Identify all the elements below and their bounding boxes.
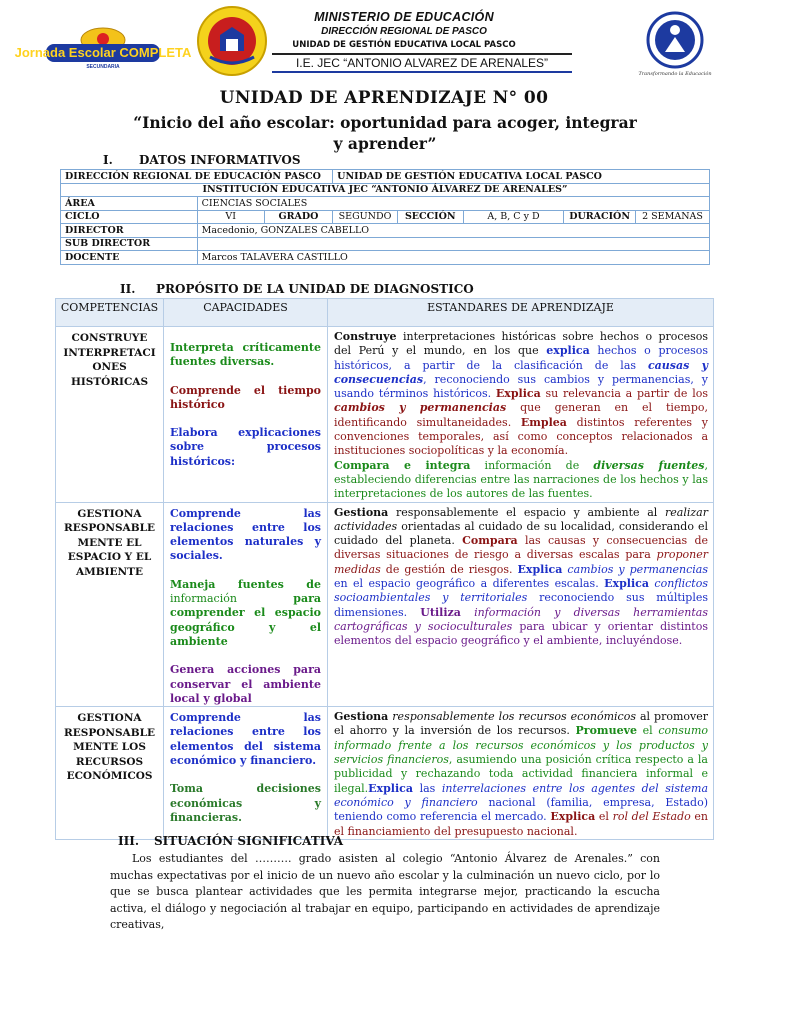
- table-row: [56, 502, 714, 707]
- table-row: [56, 707, 714, 840]
- estandar-text: , estableciendo diferencias entre las narraciones de los hechos y las interpretaciones de los autores de las fuentes.: [334, 458, 708, 501]
- capacidades-cell: [164, 502, 328, 707]
- grado-value: SEGUNDO: [333, 210, 398, 224]
- table-row: [61, 224, 710, 238]
- estandar-verb: explica: [546, 344, 590, 358]
- seccion-value: A, B, C y D: [463, 210, 564, 224]
- estandar-text: las: [413, 781, 442, 795]
- estandar-verb: Construye: [334, 330, 397, 343]
- competencia-cell: GESTIONA RESPONSABLE MENTE LOS RECURSOS ECONÓMICOS: [56, 707, 164, 840]
- estandar-text: distintos referentes y convenciones temporales, así como conceptos relacionados a instituciones sociopolíticas y la economía.: [334, 415, 708, 458]
- estandar-emphasis: responsablemente los recursos económicos: [392, 710, 636, 724]
- section-proposito: [120, 282, 474, 296]
- seccion-label: SECCIÓN: [397, 210, 463, 224]
- header-estandares: ESTANDARES DE APRENDIZAJE: [328, 299, 714, 327]
- table-row: [61, 170, 710, 184]
- estandar-verb: Explica: [517, 562, 563, 576]
- ciclo-value: VI: [197, 210, 264, 224]
- estandar-text: interpretaciones históricas sobre hechos o procesos del Perú y el mundo, en los que: [334, 330, 708, 358]
- estandar-verb: Utiliza: [420, 605, 461, 619]
- section-title: PROPÓSITO DE LA UNIDAD DE DIAGNOSTICO: [156, 282, 474, 296]
- estandar-text: hechos o procesos históricos, a partir de la clasificación de las: [334, 344, 708, 372]
- estandar-emphasis: cambios y permanencias: [334, 401, 507, 415]
- capacidad-item: Comprende las relaciones entre los elementos naturales y sociales.: [170, 506, 321, 563]
- table-row: [56, 327, 714, 503]
- docente-label: DOCENTE: [61, 251, 198, 265]
- estandar-text: para ubicar y orientar distintos elementos del espacio geográfico y el ambiente, incluyéndose.: [334, 619, 708, 648]
- institucion-cell: INSTITUCIÓN EDUCATIVA JEC “ANTONIO ÁLVAREZ DE ARENALES”: [61, 183, 710, 197]
- capacidad-text: Maneja fuentes de: [170, 577, 321, 591]
- subdirector-label: SUB DIRECTOR: [61, 237, 198, 251]
- estandar-verb: Emplea: [520, 415, 567, 429]
- docente-value: Marcos TALAVERA CASTILLO: [197, 251, 709, 265]
- estandar-text: en el financiamiento del presupuesto nacional.: [334, 810, 709, 838]
- estandar-verb: Compara: [462, 534, 518, 548]
- capacidad-text: para comprender el espacio geográfico y el ambiente: [170, 592, 321, 648]
- logo-right-text: Transformando la Educación: [638, 71, 712, 77]
- ugel-cell: UNIDAD DE GESTIÓN EDUCATIVA LOCAL PASCO: [333, 170, 710, 184]
- capacidad-item: [170, 578, 321, 649]
- area-value: CIENCIAS SOCIALES: [197, 197, 709, 211]
- estandar-cell: [328, 502, 714, 707]
- header-competencias: COMPETENCIAS: [56, 299, 164, 327]
- section-title: SITUACIÓN SIGNIFICATIVA: [154, 834, 344, 848]
- director-value: Macedonio, GONZALES CABELLO: [197, 224, 709, 238]
- estandar-emphasis: diversas fuentes: [593, 458, 705, 472]
- estandar-text: de gestión de riesgos.: [380, 562, 518, 576]
- estandar-text: responsablemente el espacio y ambiente al: [388, 505, 666, 519]
- estandar-emphasis: interrelaciones entre los agentes del sistema económico y financiero: [334, 781, 708, 809]
- estandar-text: información de: [470, 458, 594, 472]
- dre-cell: DIRECCIÓN REGIONAL DE EDUCACIÓN PASCO: [61, 170, 333, 184]
- grado-label: GRADO: [264, 210, 332, 224]
- section-title: DATOS INFORMATIVOS: [139, 153, 301, 167]
- ministerio-heading: MINISTERIO DE EDUCACIÓN: [314, 10, 494, 24]
- estandar-text: , asumiendo una posición crítica respecto a la publicidad y rechazando toda actividad financiera informal e ilegal.: [334, 753, 708, 795]
- section-situacion-significativa: [118, 834, 343, 848]
- estandar-text: el: [595, 810, 613, 824]
- datos-informativos-table: [60, 169, 710, 265]
- area-label: ÁREA: [61, 197, 198, 211]
- estandar-verb: Promueve: [575, 724, 637, 738]
- estandar-text: su relevancia a partir de los: [540, 387, 708, 401]
- estandar-emphasis: cambios y permanencias: [567, 562, 708, 576]
- capacidad-item: Comprende el tiempo histórico: [170, 383, 321, 411]
- ugel-heading: UNIDAD DE GESTIÓN EDUCATIVA LOCAL PASCO: [292, 40, 516, 50]
- situacion-paragraph: [110, 851, 660, 934]
- table-row: [61, 183, 710, 197]
- table-header-row: [56, 299, 714, 327]
- direccion-regional-heading: DIRECCIÓN REGIONAL DE PASCO: [321, 26, 487, 37]
- section-datos-informativos: [103, 153, 301, 167]
- estandar-verb: Gestiona: [334, 505, 389, 519]
- capacidad-item: Toma decisiones económicas y financieras.: [170, 782, 321, 824]
- header-capacidades: CAPACIDADES: [164, 299, 328, 327]
- estandar-emphasis: realizar actividades: [334, 505, 708, 533]
- estandar-emphasis: consumo informado frente a los recursos económicos y los productos y servicios financieros: [334, 724, 708, 767]
- estandar-verb: Gestiona: [334, 710, 389, 724]
- director-label: DIRECTOR: [61, 224, 198, 238]
- competencias-table: [55, 298, 714, 840]
- estandar-verb: Explica: [604, 577, 649, 591]
- duracion-value: 2 SEMANAS: [635, 210, 709, 224]
- estandar-verb: Compara e integra: [334, 458, 471, 472]
- estandar-text: que generan en el tiempo, identificando simultaneidades.: [334, 401, 709, 429]
- estandar-text: [461, 606, 474, 619]
- estandar-text: al promover el ahorro y la inversión de los recursos.: [334, 710, 708, 738]
- estandar-cell: [328, 327, 714, 503]
- capacidad-item: [170, 711, 321, 768]
- page-subtitle: “Inicio del año escolar: oportunidad para acoger, integrar y aprender”: [133, 113, 637, 153]
- ie-name-banner: I.E. JEC “ANTONIO ALVAREZ DE ARENALES”: [272, 53, 572, 73]
- estandar-verb: Explica: [495, 387, 541, 401]
- logo-left-text: Jornada Escolar COMPLETA: [14, 45, 192, 60]
- estandar-emphasis: proponer medidas: [334, 548, 708, 576]
- section-number: III.: [118, 834, 140, 848]
- capacidad-item: Interpreta críticamente fuentes diversas.: [170, 341, 321, 369]
- estandar-text: las causas y consecuencias de diversas situaciones de riesgo a diversas escalas para: [334, 534, 708, 562]
- page-title: UNIDAD DE APRENDIZAJE N° 00: [219, 88, 549, 108]
- logo-left-sub: SECUNDARIA: [86, 64, 120, 70]
- table-row: [61, 210, 710, 224]
- table-row: [61, 251, 710, 265]
- section-number: I.: [103, 153, 113, 167]
- ciclo-label: CICLO: [61, 210, 198, 224]
- estandar-verb: Explica: [550, 810, 596, 824]
- estandar-text: nacional (familia, empresa, Estado) teniendo como referencia el mercado.: [334, 795, 708, 824]
- competencia-cell: CONSTRUYE INTERPRETACI ONES HISTÓRICAS: [56, 327, 164, 503]
- duracion-label: DURACIÓN: [564, 210, 636, 224]
- estandar-text: en el espacio geográfico a diferentes escalas.: [334, 577, 605, 591]
- estandar-text: el: [636, 724, 659, 738]
- capacidad-text: información: [170, 592, 237, 606]
- estandar-text: , reconociendo sus cambios y permanencias, y usando términos históricos.: [334, 372, 708, 401]
- capacidad-item: [170, 426, 321, 469]
- table-row: [61, 237, 710, 251]
- capacidad-text: Comprende las relaciones entre los elementos del sistema económico y financiero.: [170, 711, 321, 768]
- capacidad-item: Genera acciones para conservar el ambiente local y global: [170, 663, 321, 705]
- estandar-verb: Explica: [368, 781, 413, 795]
- estandar-emphasis: información y diversas herramientas cartográficas y socioculturales: [334, 605, 708, 633]
- section-number: II.: [120, 282, 136, 296]
- estandar-emphasis: causas y consecuencias: [334, 358, 708, 386]
- capacidades-cell: [164, 707, 328, 840]
- capacidades-cell: [164, 327, 328, 503]
- estandar-text: reconociendo sus múltiples dimensiones.: [334, 591, 708, 619]
- estandar-emphasis: conflictos socioambientales y territoriales: [334, 577, 708, 605]
- subdirector-value: [197, 237, 709, 251]
- capacidad-text: Elabora explicaciones sobre procesos históricos:: [170, 426, 321, 468]
- competencia-cell: GESTIONA RESPONSABLE MENTE EL ESPACIO Y EL AMBIENTE: [56, 502, 164, 707]
- estandar-cell: [328, 707, 714, 840]
- table-row: [61, 197, 710, 211]
- situacion-text: Los estudiantes del ………. grado asisten al colegio “Antonio Álvarez de Arenales.” con muchas expectativas por el inicio de un nuevo año escolar y la culminación un nuevo ciclo, por lo que se busca plantear actividades que les permita integrarse mejor, practicando la escucha activa, el diálogo y negociación al trabajar en equipo, participando en actividades de aprendizaje creativas,: [110, 852, 660, 931]
- estandar-emphasis: rol del Estado: [612, 810, 691, 824]
- estandar-text: orientadas al cuidado de su localidad, considerando el cuidado del planeta.: [334, 519, 708, 548]
